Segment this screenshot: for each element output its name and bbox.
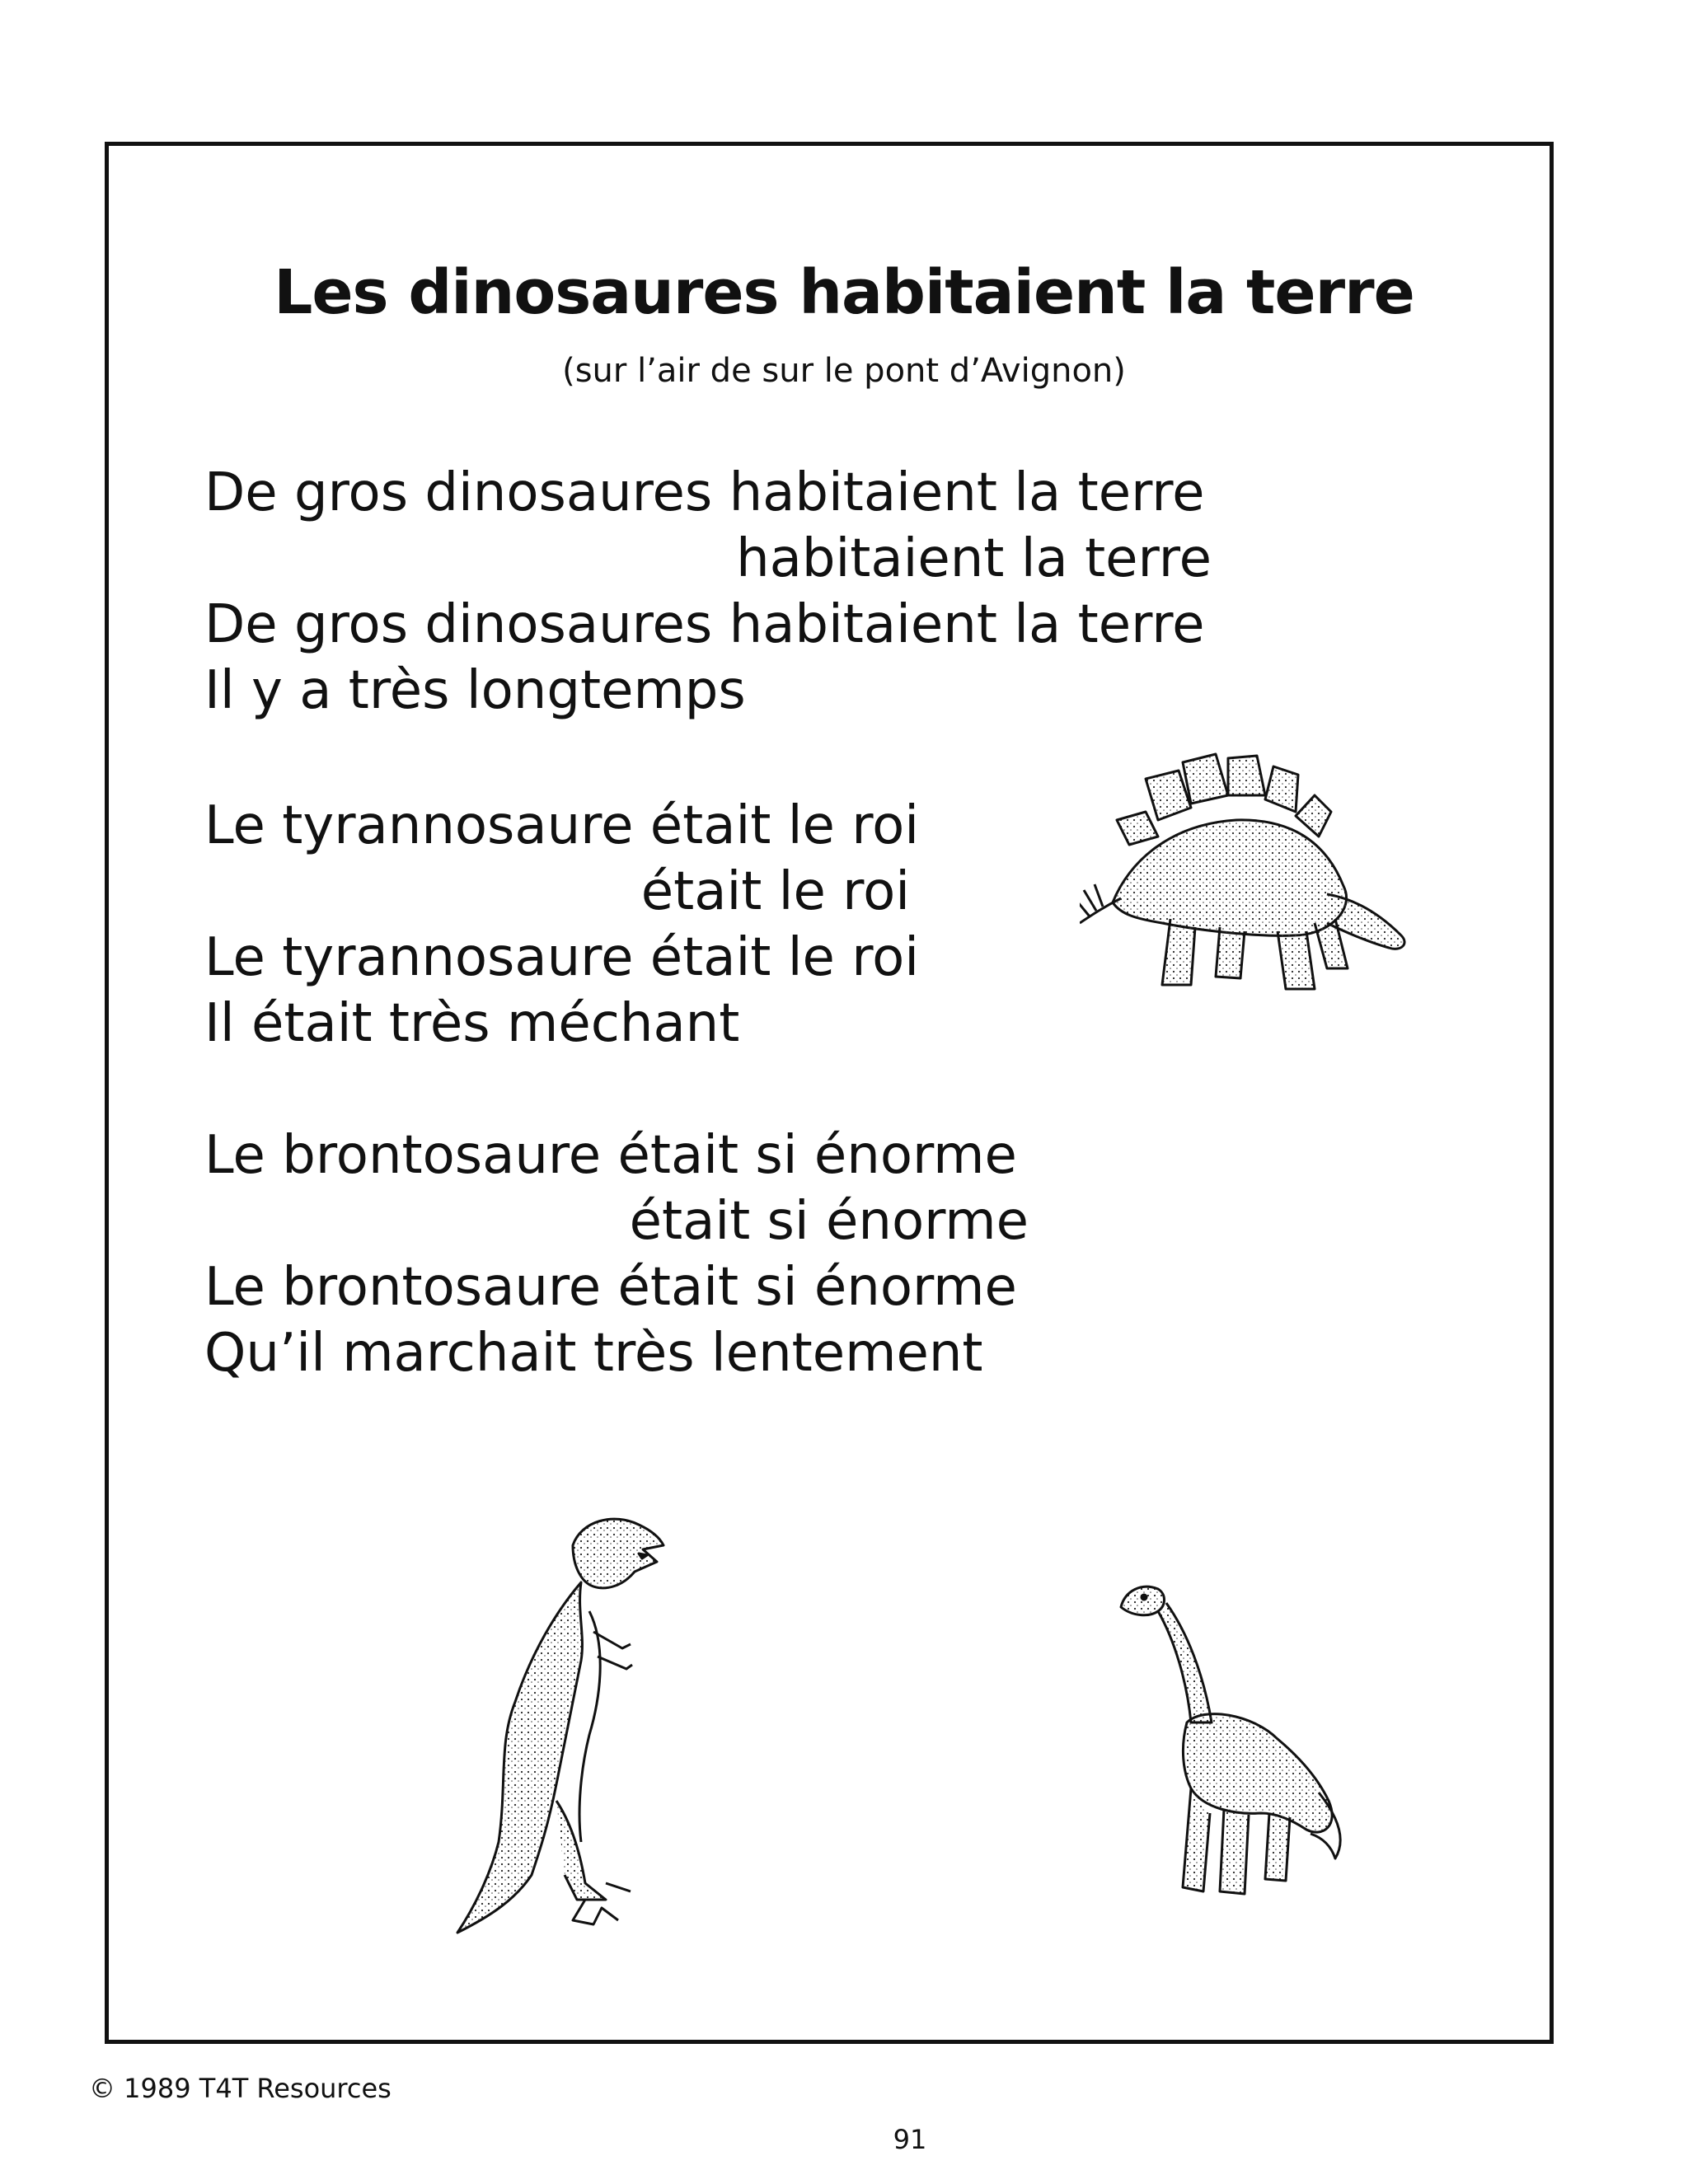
tyrannosaurus-illustration bbox=[441, 1512, 688, 1941]
brontosaurus-illustration bbox=[1113, 1574, 1352, 1904]
stanza-3-line-4: Qu’il marchait très lentement bbox=[204, 1323, 983, 1384]
stegosaurus-illustration bbox=[1080, 746, 1426, 1001]
copyright-notice: © 1989 T4T Resources bbox=[89, 2073, 392, 2104]
stanza-1-line-2: habitaient la terre bbox=[736, 528, 1212, 589]
page-title: Les dinosaures habitaient la terre bbox=[274, 257, 1414, 328]
stanza-3-line-1: Le brontosaure était si énorme bbox=[204, 1125, 1017, 1186]
page-subtitle: (sur l’air de sur le pont d’Avignon) bbox=[562, 352, 1126, 390]
stanza-1-line-1: De gros dinosaures habitaient la terre bbox=[204, 462, 1205, 523]
page-number: 91 bbox=[893, 2124, 927, 2155]
stanza-3-line-3: Le brontosaure était si énorme bbox=[204, 1257, 1017, 1318]
stanza-1-line-3: De gros dinosaures habitaient la terre bbox=[204, 594, 1205, 655]
stanza-2-line-4: Il était très méchant bbox=[204, 993, 740, 1054]
stanza-2-line-2: était le roi bbox=[640, 861, 910, 922]
stanza-2-line-3: Le tyrannosaure était le roi bbox=[204, 927, 920, 988]
stanza-2-line-1: Le tyrannosaure était le roi bbox=[204, 795, 920, 856]
stanza-3-line-2: était si énorme bbox=[629, 1191, 1029, 1252]
stanza-1-line-4: Il y a très longtemps bbox=[204, 660, 746, 721]
